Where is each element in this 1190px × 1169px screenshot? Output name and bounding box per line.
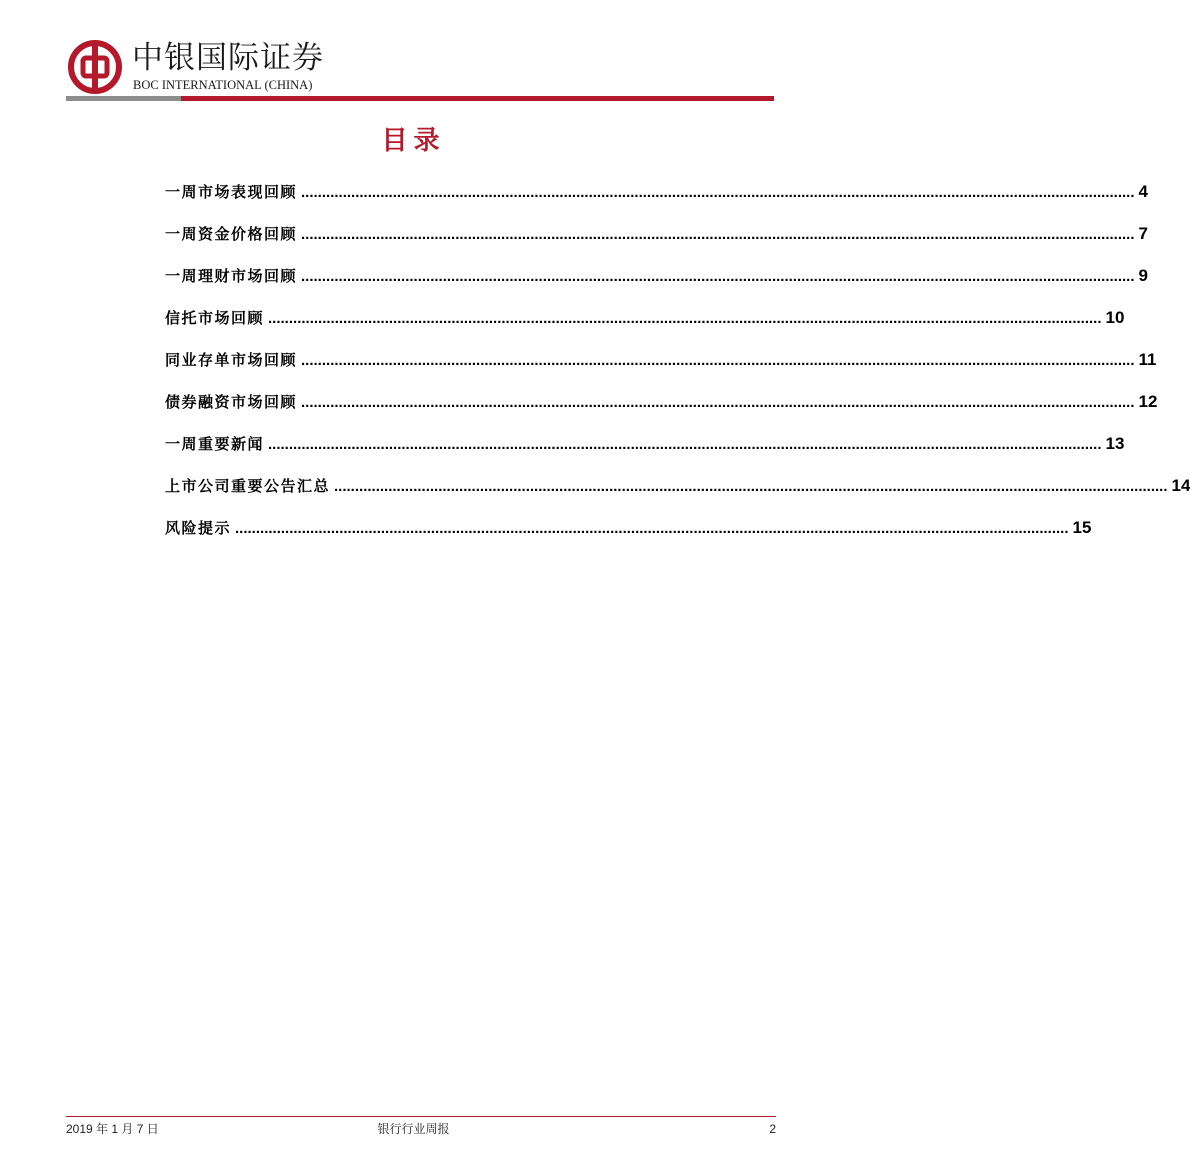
- toc-entry[interactable]: [165, 475, 1190, 517]
- toc-leader-dots: ........................................................................................................................................................................................................: [301, 268, 1135, 285]
- page-header: [66, 38, 774, 102]
- header-divider-grey-segment: [66, 96, 181, 101]
- toc-title: 目录: [381, 126, 446, 156]
- report-date: 2019 年 1 月 7 日: [66, 1122, 159, 1136]
- toc-leader-dots: ........................................................................................................................................................................................................: [268, 436, 1102, 453]
- toc-entry-label: 同业存单市场回顾: [165, 351, 298, 369]
- report-name: 银行行业周报: [377, 1122, 450, 1136]
- brand-name-english: BOC INTERNATIONAL (CHINA): [133, 78, 313, 92]
- toc-entry-label: 上市公司重要公告汇总: [165, 477, 331, 495]
- toc-entry-page: 4: [1138, 182, 1148, 201]
- toc-entry[interactable]: [165, 391, 1158, 433]
- toc-entry-label: 一周重要新闻: [165, 435, 265, 453]
- toc-entry[interactable]: [165, 223, 1148, 265]
- boc-logo-icon: [68, 40, 122, 94]
- toc-entry[interactable]: [165, 517, 1092, 559]
- toc-entry-label: 一周理财市场回顾: [165, 267, 298, 285]
- toc-entry-page: 9: [1138, 266, 1148, 285]
- toc-entry[interactable]: [165, 349, 1157, 391]
- toc-entry[interactable]: [165, 265, 1148, 307]
- toc-entry-label: 信托市场回顾: [165, 309, 265, 327]
- toc-entry-label: 一周市场表现回顾: [165, 183, 298, 201]
- footer-divider: [66, 1116, 776, 1117]
- toc-entry-page: 14: [1171, 476, 1190, 495]
- brand-name-chinese: 中银国际证券: [132, 40, 324, 76]
- toc-entry-label: 债券融资市场回顾: [165, 393, 298, 411]
- toc-entry[interactable]: [165, 181, 1148, 223]
- toc-entry-page: 12: [1138, 392, 1158, 411]
- toc-entry-page: 15: [1072, 518, 1092, 537]
- toc-entry-page: 11: [1138, 350, 1157, 369]
- toc-entry-page: 13: [1105, 434, 1125, 453]
- table-of-contents: [165, 181, 1190, 559]
- toc-leader-dots: ........................................................................................................................................................................................................: [301, 226, 1135, 243]
- toc-leader-dots: ........................................................................................................................................................................................................: [301, 184, 1135, 201]
- toc-leader-dots: ........................................................................................................................................................................................................: [268, 310, 1102, 327]
- toc-entry[interactable]: [165, 307, 1125, 349]
- toc-entry-page: 7: [1138, 224, 1148, 243]
- toc-leader-dots: ........................................................................................................................................................................................................: [334, 478, 1168, 495]
- toc-leader-dots: ........................................................................................................................................................................................................: [301, 352, 1135, 369]
- toc-entry-page: 10: [1105, 308, 1125, 327]
- page-number: 2: [769, 1122, 776, 1136]
- toc-leader-dots: ........................................................................................................................................................................................................: [235, 520, 1069, 537]
- toc-entry-label: 风险提示: [165, 519, 232, 537]
- toc-leader-dots: ........................................................................................................................................................................................................: [301, 394, 1135, 411]
- header-divider: [66, 96, 774, 101]
- toc-entry[interactable]: [165, 433, 1125, 475]
- header-divider-red-segment: [181, 96, 774, 101]
- toc-entry-label: 一周资金价格回顾: [165, 225, 298, 243]
